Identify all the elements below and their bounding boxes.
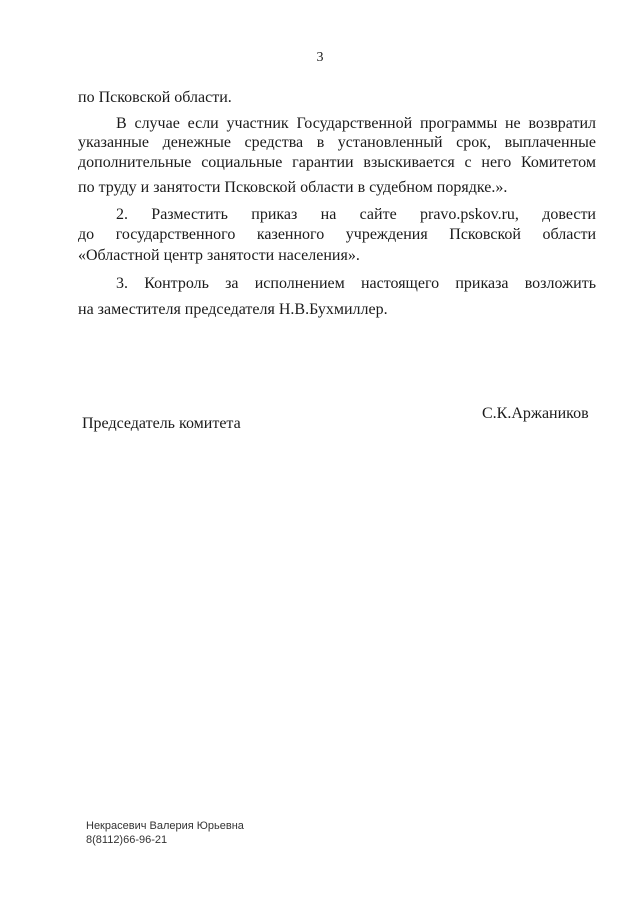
body-line-5: по труду и занятости Псковской области в судебном порядке.».: [78, 179, 508, 196]
body-line-6: 2. Разместить приказ на сайте pravo.pskov.ru, довести: [116, 206, 596, 223]
body-line-7: до государственного казенного учреждения Псковской области: [78, 226, 596, 243]
body-line-10: на заместителя председателя Н.В.Бухмиллер.: [78, 301, 388, 318]
executor-name: Некрасевич Валерия Юрьевна: [86, 820, 244, 832]
body-line-8: «Областной центр занятости населения».: [78, 247, 360, 264]
body-line-2: В случае если участник Государственной программы не возвратил: [116, 115, 596, 132]
page-number: 3: [316, 50, 324, 65]
signatory-name: С.К.Аржаников: [482, 405, 589, 422]
body-line-9: 3. Контроль за исполнением настоящего приказа возложить: [116, 275, 596, 292]
body-line-4: дополнительные социальные гарантии взыскивается с него Комитетом: [78, 154, 596, 171]
signatory-title: Председатель комитета: [82, 415, 241, 432]
executor-phone: 8(8112)66-96-21: [86, 834, 168, 846]
body-line-1: по Псковской области.: [78, 89, 232, 106]
body-line-3: указанные денежные средства в установленный срок, выплаченные: [78, 134, 596, 151]
